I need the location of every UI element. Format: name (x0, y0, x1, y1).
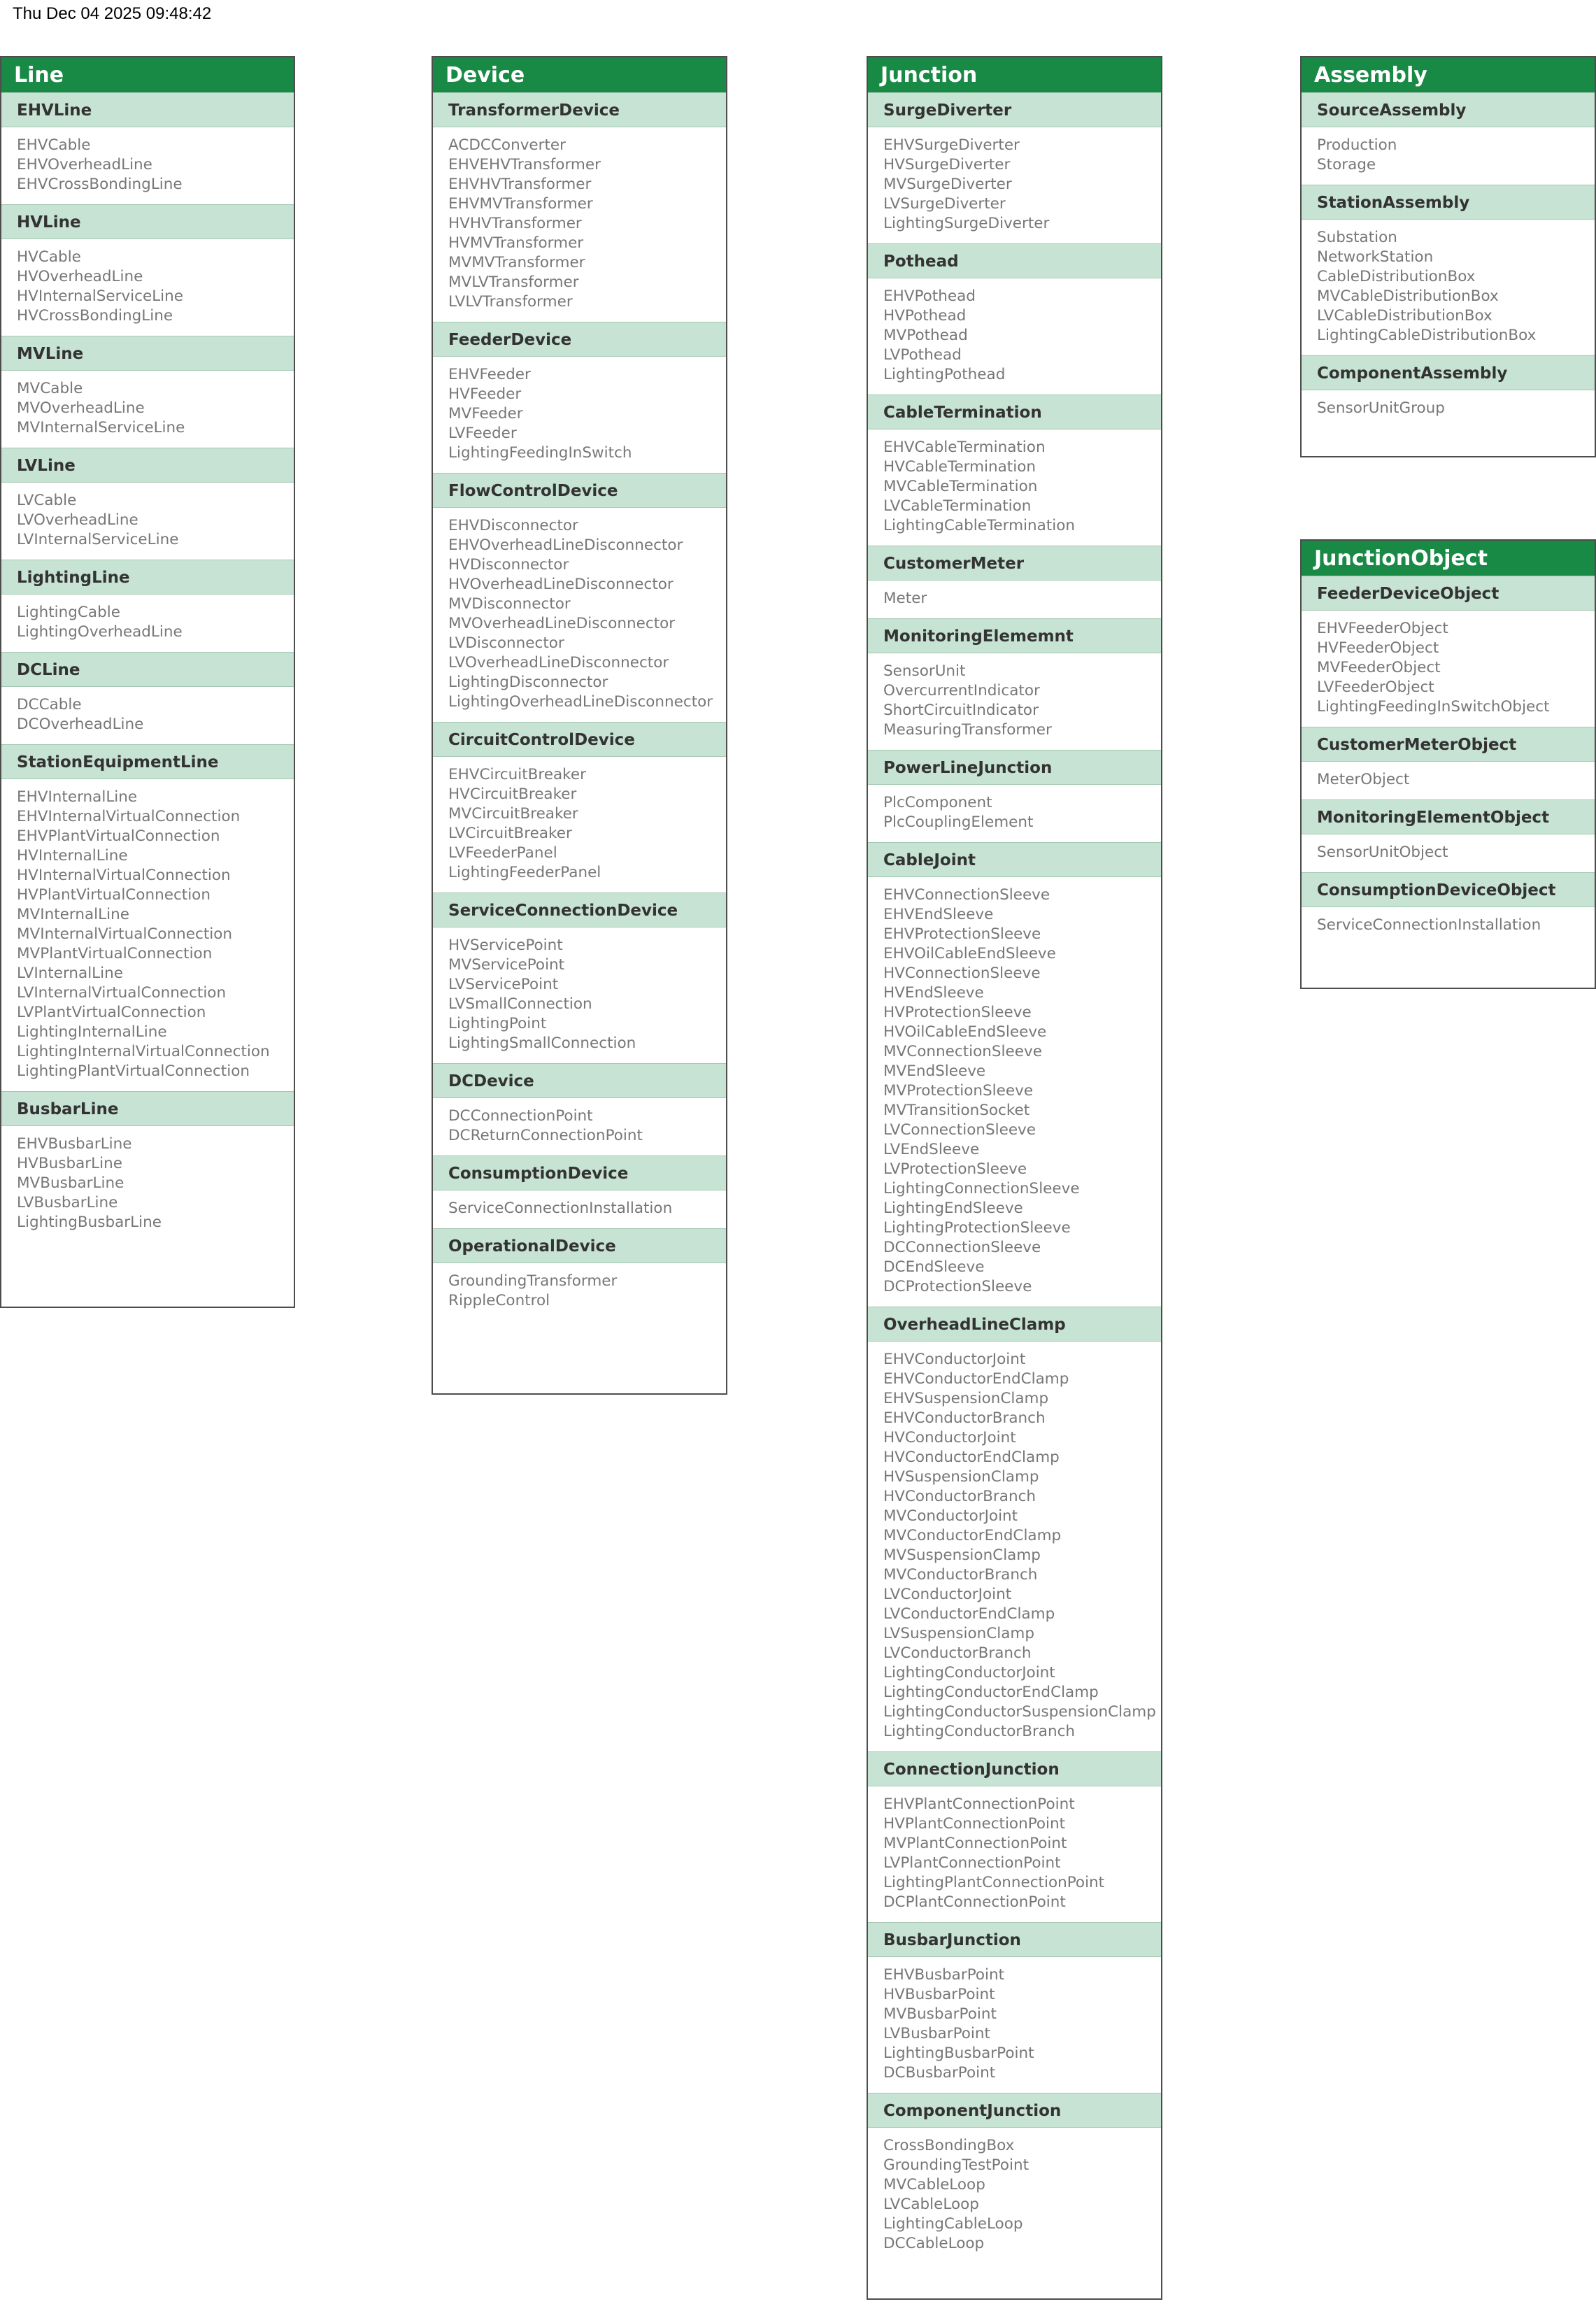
section-items (1302, 220, 1595, 355)
section-items (868, 581, 1161, 618)
section-items (433, 1098, 726, 1155)
list-item: SensorUnitObject (1317, 844, 1448, 861)
card-line (0, 56, 295, 1308)
junction-object-header: JunctionObject (1302, 541, 1595, 576)
section-operational-device: OperationalDevice (433, 1228, 726, 1263)
list-item: EHVFeeder (448, 366, 531, 383)
section-customer-meter: CustomerMeter (868, 546, 1161, 581)
section-busbar-junction: BusbarJunction (868, 1922, 1161, 1957)
section-feeder-device: FeederDevice (433, 322, 726, 357)
list-item: EHVInternalVirtualConnection (17, 808, 241, 825)
list-item: SensorUnit (883, 662, 966, 680)
section-component-junction: ComponentJunction (868, 2093, 1161, 2128)
card-device (432, 56, 727, 1395)
list-item: LightingConnectionSleeve (883, 1180, 1080, 1197)
section-customer-meter-object: CustomerMeterObject (1302, 727, 1595, 762)
list-item: LightingConductorEndClamp (883, 1684, 1099, 1701)
list-item: HVBusbarLine (17, 1155, 122, 1172)
list-item: HVDisconnector (448, 556, 569, 574)
section-connection-junction: ConnectionJunction (868, 1751, 1161, 1786)
list-item: MVCableTermination (883, 478, 1038, 495)
section-items (1, 687, 294, 744)
list-item: LightingFeedingInSwitch (448, 444, 632, 462)
list-item: LightingProtectionSleeve (883, 1219, 1071, 1237)
list-item: LVPothead (883, 346, 962, 364)
section-items (1, 371, 294, 448)
list-item: MVServicePoint (448, 956, 565, 974)
list-item: LVBusbarLine (17, 1194, 118, 1211)
section-ehv-line: EHVLine (1, 92, 294, 127)
list-item: EHVConnectionSleeve (883, 886, 1050, 904)
list-item: LVSmallConnection (448, 995, 592, 1013)
list-item: MVDisconnector (448, 595, 571, 613)
list-item: HVPlantVirtualConnection (17, 886, 211, 904)
list-item: HVInternalVirtualConnection (17, 867, 231, 884)
section-items (1302, 611, 1595, 727)
list-item: EHVCable (17, 136, 91, 154)
list-item: EHVOverheadLineDisconnector (448, 536, 683, 554)
list-item: EHVOilCableEndSleeve (883, 945, 1056, 962)
list-item: MVEndSleeve (883, 1062, 986, 1080)
list-item: LightingInternalVirtualConnection (17, 1043, 270, 1060)
list-item: EHVBusbarLine (17, 1135, 132, 1153)
section-items (868, 127, 1161, 243)
list-item: EHVSuspensionClamp (883, 1390, 1049, 1407)
list-item: LVServicePoint (448, 976, 559, 993)
list-item: LightingFeederPanel (448, 864, 601, 881)
section-items (868, 429, 1161, 546)
list-item: LightingSurgeDiverter (883, 215, 1050, 232)
list-item: MVConductorBranch (883, 1566, 1038, 1584)
list-item: ShortCircuitIndicator (883, 702, 1039, 719)
section-items (1, 483, 294, 560)
list-item: LightingBusbarLine (17, 1214, 162, 1231)
list-item: DCReturnConnectionPoint (448, 1127, 643, 1144)
list-item: HVInternalLine (17, 847, 128, 865)
list-item: MVOverheadLineDisconnector (448, 615, 676, 632)
section-component-assembly: ComponentAssembly (1302, 355, 1595, 390)
list-item: CrossBondingBox (883, 2137, 1015, 2154)
list-item: EHVCrossBondingLine (17, 176, 183, 193)
section-consumption-device-object: ConsumptionDeviceObject (1302, 872, 1595, 907)
list-item: MVCable (17, 380, 83, 397)
section-items (868, 877, 1161, 1307)
list-item: Production (1317, 136, 1397, 154)
list-item: LVCable (17, 492, 77, 509)
list-item: PlcCouplingElement (883, 813, 1034, 831)
list-item: LightingOverheadLineDisconnector (448, 693, 713, 711)
list-item: LVSuspensionClamp (883, 1625, 1035, 1642)
list-item: LVInternalServiceLine (17, 531, 179, 548)
list-item: LightingCableTermination (883, 517, 1076, 534)
list-item: EHVHVTransformer (448, 176, 592, 193)
list-item: MVOverheadLine (17, 399, 145, 417)
card-junction (867, 56, 1162, 2300)
section-items (1302, 390, 1595, 428)
section-items (433, 508, 726, 722)
list-item: MVMVTransformer (448, 254, 585, 271)
card-junction-object (1300, 539, 1596, 989)
section-items (868, 2128, 1161, 2263)
list-item: HVInternalServiceLine (17, 287, 184, 305)
list-item: LightingPlantConnectionPoint (883, 1874, 1105, 1891)
list-item: MeterObject (1317, 771, 1410, 788)
list-item: LightingConductorBranch (883, 1723, 1076, 1740)
list-item: HVFeeder (448, 385, 522, 403)
section-station-assembly: StationAssembly (1302, 185, 1595, 220)
list-item: DCCableLoop (883, 2235, 985, 2252)
list-item: MVCableDistributionBox (1317, 287, 1499, 305)
list-item: HVOverheadLine (17, 268, 143, 285)
list-item: MVConductorJoint (883, 1507, 1018, 1525)
list-item: EHVPlantVirtualConnection (17, 827, 220, 845)
section-items (868, 1342, 1161, 1751)
list-item: SensorUnitGroup (1317, 399, 1445, 417)
section-source-assembly: SourceAssembly (1302, 92, 1595, 127)
section-items (868, 278, 1161, 394)
list-item: EHVEHVTransformer (448, 156, 601, 173)
section-monitoring-element-object: MonitoringElementObject (1302, 799, 1595, 834)
section-dc-device: DCDevice (433, 1063, 726, 1098)
list-item: GroundingTransformer (448, 1272, 618, 1290)
list-item: MVTransitionSocket (883, 1102, 1030, 1119)
list-item: HVFeederObject (1317, 639, 1439, 657)
list-item: HVCableTermination (883, 458, 1036, 476)
section-flow-control-device: FlowControlDevice (433, 473, 726, 508)
section-items (868, 785, 1161, 842)
section-circuit-control-device: CircuitControlDevice (433, 722, 726, 757)
section-items (1, 1126, 294, 1242)
list-item: MVPlantVirtualConnection (17, 945, 213, 962)
section-items (1, 239, 294, 336)
list-item: RippleControl (448, 1292, 550, 1309)
list-item: HVOilCableEndSleeve (883, 1023, 1047, 1041)
section-service-connection-device: ServiceConnectionDevice (433, 893, 726, 927)
list-item: LightingConductorJoint (883, 1664, 1055, 1681)
list-item: LVCableDistributionBox (1317, 307, 1492, 325)
section-monitoring-elememnt: MonitoringElememnt (868, 618, 1161, 653)
list-item: HVPlantConnectionPoint (883, 1815, 1066, 1833)
list-item: EHVPothead (883, 287, 976, 305)
list-item: MVConductorEndClamp (883, 1527, 1062, 1544)
list-item: HVConductorBranch (883, 1488, 1036, 1505)
list-item: LVSurgeDiverter (883, 195, 1006, 213)
list-item: HVEndSleeve (883, 984, 984, 1002)
list-item: LVPlantConnectionPoint (883, 1854, 1061, 1872)
section-cable-termination: CableTermination (868, 394, 1161, 429)
list-item: EHVConductorJoint (883, 1351, 1026, 1368)
list-item: DCOverheadLine (17, 716, 144, 733)
list-item: HVServicePoint (448, 937, 563, 954)
list-item: MVSurgeDiverter (883, 176, 1012, 193)
section-items (433, 927, 726, 1063)
list-item: LVCircuitBreaker (448, 825, 572, 842)
list-item: HVCable (17, 248, 81, 266)
list-item: LVFeederPanel (448, 844, 557, 862)
list-item: EHVInternalLine (17, 788, 138, 806)
section-items (1302, 762, 1595, 799)
list-item: DCBusbarPoint (883, 2064, 996, 2082)
list-item: CableDistributionBox (1317, 268, 1476, 285)
list-item: MeasuringTransformer (883, 721, 1052, 739)
list-item: LVLVTransformer (448, 293, 573, 311)
list-item: HVConnectionSleeve (883, 965, 1041, 982)
list-item: LightingCableDistributionBox (1317, 327, 1537, 344)
list-item: MVBusbarPoint (883, 2005, 997, 2023)
section-consumption-device: ConsumptionDevice (433, 1155, 726, 1190)
list-item: MVSuspensionClamp (883, 1546, 1041, 1564)
list-item: HVHVTransformer (448, 215, 582, 232)
list-item: ACDCConverter (448, 136, 566, 154)
list-item: GroundingTestPoint (883, 2156, 1029, 2174)
list-item: DCConnectionPoint (448, 1107, 593, 1125)
list-item: HVPothead (883, 307, 967, 325)
list-item: LightingOverheadLine (17, 623, 183, 641)
list-item: ServiceConnectionInstallation (448, 1200, 673, 1217)
list-item: PlcComponent (883, 794, 992, 811)
list-item: LVConductorEndClamp (883, 1605, 1055, 1623)
section-pothead: Pothead (868, 243, 1161, 278)
list-item: Meter (883, 590, 927, 607)
list-item: DCProtectionSleeve (883, 1278, 1032, 1295)
list-item: MVFeederObject (1317, 659, 1441, 676)
list-item: LVOverheadLine (17, 511, 138, 529)
section-items (433, 1263, 726, 1321)
section-transformer-device: TransformerDevice (433, 92, 726, 127)
list-item: LVInternalVirtualConnection (17, 984, 227, 1002)
section-items (1, 595, 294, 652)
assembly-header: Assembly (1302, 57, 1595, 92)
section-items (433, 357, 726, 473)
section-busbar-line: BusbarLine (1, 1091, 294, 1126)
list-item: EHVEndSleeve (883, 906, 994, 923)
list-item: HVBusbarPoint (883, 1986, 995, 2003)
list-item: LVCableTermination (883, 497, 1032, 515)
list-item: LightingCableLoop (883, 2215, 1023, 2233)
list-item: LVFeederObject (1317, 678, 1434, 696)
list-item: DCPlantConnectionPoint (883, 1893, 1066, 1911)
list-item: LightingConductorSuspensionClamp (883, 1703, 1156, 1721)
list-item: LVConductorBranch (883, 1644, 1032, 1662)
section-cable-joint: CableJoint (868, 842, 1161, 877)
list-item: EHVPlantConnectionPoint (883, 1795, 1075, 1813)
section-lv-line: LVLine (1, 448, 294, 483)
list-item: EHVSurgeDiverter (883, 136, 1020, 154)
list-item: LVProtectionSleeve (883, 1160, 1027, 1178)
section-items (868, 1786, 1161, 1922)
list-item: LVFeeder (448, 425, 517, 442)
list-item: HVSuspensionClamp (883, 1468, 1039, 1486)
list-item: MVCircuitBreaker (448, 805, 578, 823)
list-item: HVConductorJoint (883, 1429, 1016, 1446)
list-item: MVInternalServiceLine (17, 419, 185, 436)
list-item: EHVConductorEndClamp (883, 1370, 1069, 1388)
list-item: HVConductorEndClamp (883, 1449, 1060, 1466)
list-item: EHVBusbarPoint (883, 1966, 1005, 1984)
line-header: Line (1, 57, 294, 92)
list-item: MVLVTransformer (448, 273, 579, 291)
section-dc-line: DCLine (1, 652, 294, 687)
list-item: DCCable (17, 696, 82, 713)
list-item: OvercurrentIndicator (883, 682, 1040, 699)
list-item: LVDisconnector (448, 634, 564, 652)
list-item: LightingInternalLine (17, 1023, 167, 1041)
list-item: MVBusbarLine (17, 1174, 124, 1192)
list-item: MVInternalLine (17, 906, 129, 923)
device-header: Device (433, 57, 726, 92)
list-item: Substation (1317, 229, 1397, 246)
section-items (868, 653, 1161, 750)
list-item: EHVProtectionSleeve (883, 925, 1041, 943)
list-item: MVConnectionSleeve (883, 1043, 1042, 1060)
list-item: ServiceConnectionInstallation (1317, 916, 1541, 934)
list-item: LVOverheadLineDisconnector (448, 654, 669, 671)
junction-header: Junction (868, 57, 1161, 92)
list-item: EHVCircuitBreaker (448, 766, 586, 783)
section-items (1302, 127, 1595, 185)
timestamp: Thu Dec 04 2025 09:48:42 (13, 4, 212, 23)
list-item: HVCircuitBreaker (448, 785, 577, 803)
list-item: DCEndSleeve (883, 1258, 985, 1276)
section-items (1302, 907, 1595, 945)
list-item: EHVFeederObject (1317, 620, 1448, 637)
list-item: LVInternalLine (17, 965, 123, 982)
section-station-equipment-line: StationEquipmentLine (1, 744, 294, 779)
section-items (433, 1190, 726, 1228)
list-item: HVProtectionSleeve (883, 1004, 1032, 1021)
list-item: MVPlantConnectionPoint (883, 1835, 1067, 1852)
list-item: MVFeeder (448, 405, 523, 422)
list-item: LightingPothead (883, 366, 1006, 383)
section-items (1, 127, 294, 204)
list-item: MVProtectionSleeve (883, 1082, 1034, 1100)
list-item: LightingDisconnector (448, 674, 608, 691)
section-items (433, 757, 726, 893)
list-item: LVConnectionSleeve (883, 1121, 1036, 1139)
list-item: LVCableLoop (883, 2196, 979, 2213)
list-item: LightingCable (17, 604, 120, 621)
list-item: LightingBusbarPoint (883, 2045, 1034, 2062)
list-item: LVEndSleeve (883, 1141, 980, 1158)
section-items (433, 127, 726, 322)
list-item: MVCableLoop (883, 2176, 985, 2193)
section-lighting-line: LightingLine (1, 560, 294, 595)
section-mv-line: MVLine (1, 336, 294, 371)
list-item: LVConductorJoint (883, 1586, 1012, 1603)
section-items (1302, 834, 1595, 872)
list-item: MVInternalVirtualConnection (17, 925, 233, 943)
list-item: LightingEndSleeve (883, 1200, 1023, 1217)
list-item: EHVConductorBranch (883, 1409, 1046, 1427)
list-item: Storage (1317, 156, 1376, 173)
section-overhead-line-clamp: OverheadLineClamp (868, 1307, 1161, 1342)
section-items (868, 1957, 1161, 2093)
list-item: HVMVTransformer (448, 234, 584, 252)
list-item: LVPlantVirtualConnection (17, 1004, 206, 1021)
list-item: HVSurgeDiverter (883, 156, 1011, 173)
list-item: HVOverheadLineDisconnector (448, 576, 674, 593)
list-item: LightingFeedingInSwitchObject (1317, 698, 1550, 716)
card-assembly (1300, 56, 1596, 457)
list-item: HVCrossBondingLine (17, 307, 173, 325)
list-item: MVPothead (883, 327, 968, 344)
list-item: EHVOverheadLine (17, 156, 152, 173)
section-items (1, 779, 294, 1091)
list-item: NetworkStation (1317, 248, 1434, 266)
section-feeder-device-object: FeederDeviceObject (1302, 576, 1595, 611)
list-item: EHVMVTransformer (448, 195, 593, 213)
list-item: DCConnectionSleeve (883, 1239, 1041, 1256)
list-item: LightingPoint (448, 1015, 547, 1032)
section-power-line-junction: PowerLineJunction (868, 750, 1161, 785)
list-item: LightingPlantVirtualConnection (17, 1062, 250, 1080)
list-item: LightingSmallConnection (448, 1034, 636, 1052)
list-item: EHVCableTermination (883, 439, 1046, 456)
list-item: EHVDisconnector (448, 517, 578, 534)
list-item: LVBusbarPoint (883, 2025, 990, 2042)
section-hv-line: HVLine (1, 204, 294, 239)
section-surge-diverter: SurgeDiverter (868, 92, 1161, 127)
